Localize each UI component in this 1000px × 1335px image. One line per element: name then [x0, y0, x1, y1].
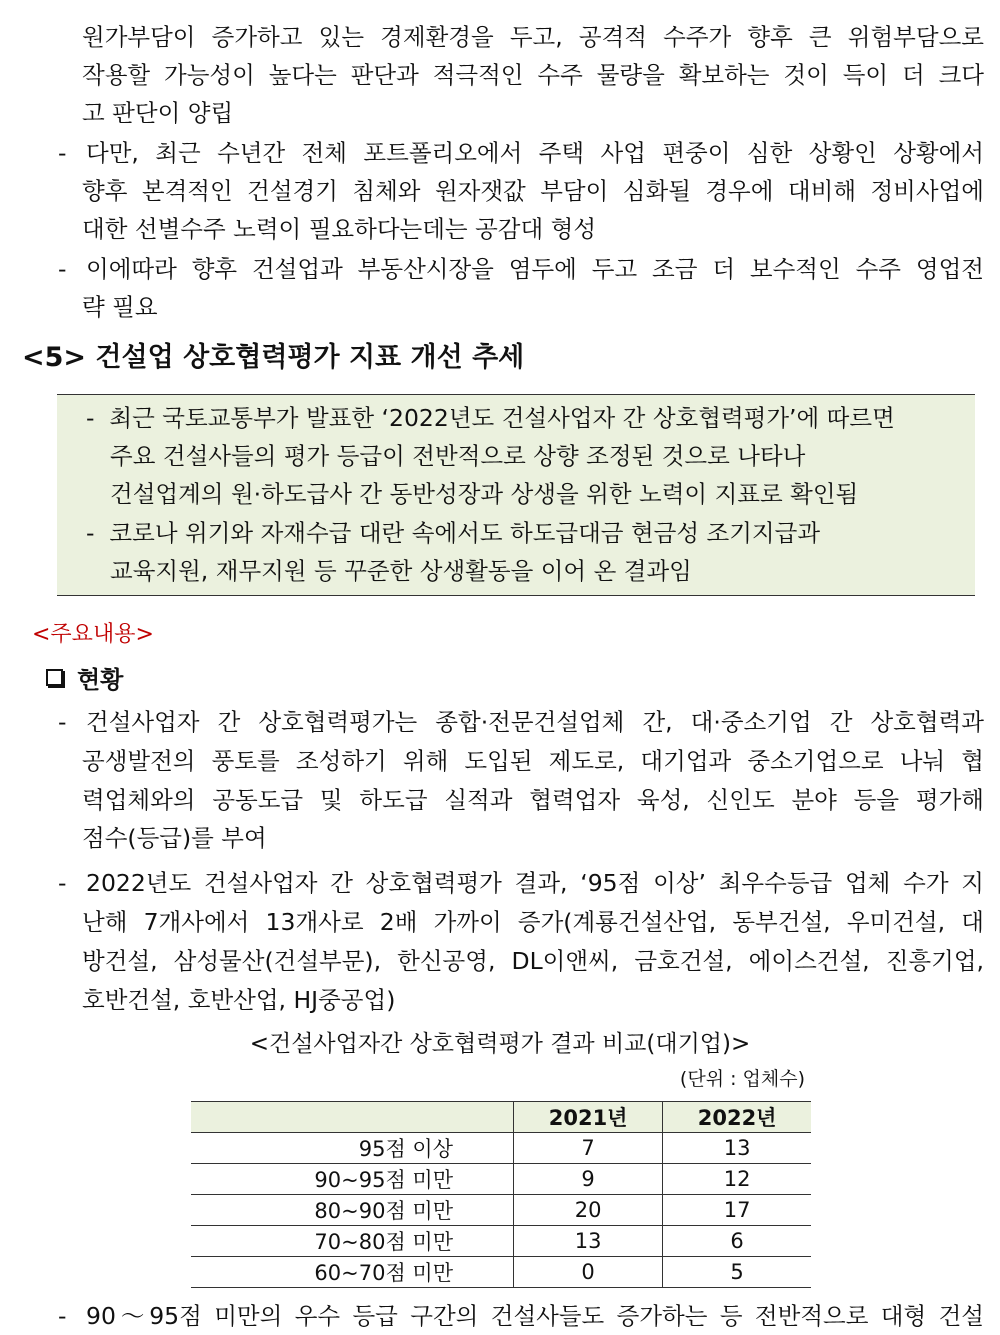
table-row: [191, 1195, 811, 1226]
checkbox-icon: [46, 669, 63, 686]
intro-line: 원가부담이 증가하고 있는 경제환경을 두고, 공격적 수주가 향후 큰 위험부담으로: [82, 23, 984, 51]
intro-line: 작용할 가능성이 높다는 판단과 적극적인 수주 물량을 확보하는 것이 득이 더 크다: [82, 61, 984, 89]
status-heading: 현황: [46, 663, 123, 697]
bullet-line: - 이에따라 향후 건설업과 부동산시장을 염두에 두고 조금 더 보수적인 수주 영업전: [58, 255, 984, 283]
table-unit: (단위 : 업체수): [679, 1068, 805, 1090]
table-header-cell: [191, 1102, 514, 1133]
intro-line: 고 판단이 양립: [82, 99, 234, 127]
bullet-line: 공생발전의 풍토를 조성하기 위해 도입된 제도로, 대기업과 중소기업으로 나눠 협: [82, 747, 984, 775]
table-row: [191, 1164, 811, 1195]
table-header-cell: 2022년: [663, 1102, 811, 1133]
table-cell: 13: [514, 1226, 663, 1257]
bullet-line: 호반건설, 호반산업, HJ중공업): [82, 986, 396, 1014]
table-caption: <건설사업자간 상호협력평가 결과 비교(대기업)>: [249, 1031, 751, 1057]
table-cell: 17: [663, 1195, 811, 1226]
table-cell: 9: [514, 1164, 663, 1195]
summary-line: - 코로나 위기와 자재수급 대란 속에서도 하도급대금 현금성 조기지급과: [86, 519, 821, 547]
bullet-line: 대한 선별수주 노력이 필요하다는데는 공감대 형성: [82, 215, 597, 243]
bullet-line: 향후 본격적인 건설경기 침체와 원자잿값 부담이 심화될 경우에 대비해 정비사업에: [82, 177, 984, 205]
bullet-line: - 2022년도 건설사업자 간 상호협력평가 결과, ‘95점 이상’ 최우수등급 업체 수가 지: [58, 869, 984, 897]
table-cell: 70~80점 미만: [191, 1226, 514, 1257]
main-content-label: <주요내용>: [32, 622, 154, 647]
section-title: <5> 건설업 상호협력평가 지표 개선 추세: [22, 342, 525, 373]
bullet-line: - 건설사업자 간 상호협력평가는 종합·전문건설업체 간, 대·중소기업 간 상호협력과: [58, 708, 984, 736]
table-cell: 12: [663, 1164, 811, 1195]
table-cell: 5: [663, 1257, 811, 1288]
bullet-line: 방건설, 삼성물산(건설부문), 한신공영, DL이앤씨, 금호건설, 에이스건설, 진흥기업,: [82, 947, 984, 975]
bullet-line: 난해 7개사에서 13개사로 2배 가까이 증가(계룡건설산업, 동부건설, 우미건설, 대: [82, 908, 984, 936]
bullet-line: - 90～95점 미만의 우수 등급 구간의 건설사들도 증가하는 등 전반적으로 대형 건설: [58, 1302, 984, 1330]
table-cell: 20: [514, 1195, 663, 1226]
summary-line: 건설업계의 원·하도급사 간 동반성장과 상생을 위한 노력이 지표로 확인됨: [110, 480, 859, 508]
table-header-row: [191, 1102, 811, 1133]
summary-line: - 최근 국토교통부가 발표한 ‘2022년도 건설사업자 간 상호협력평가’에 따르면: [86, 404, 895, 432]
table-cell: 90~95점 미만: [191, 1164, 514, 1195]
summary-line: 주요 건설사들의 평가 등급이 전반적으로 상향 조정된 것으로 나타나: [110, 442, 806, 470]
table-cell: 60~70점 미만: [191, 1257, 514, 1288]
summary-line: 교육지원, 재무지원 등 꾸준한 상생활동을 이어 온 결과임: [110, 557, 692, 585]
table-row: [191, 1226, 811, 1257]
table-cell: 80~90점 미만: [191, 1195, 514, 1226]
bullet-line: 점수(등급)를 부여: [82, 824, 267, 852]
result-table: [191, 1101, 811, 1288]
table-row: [191, 1257, 811, 1288]
table-header-cell: 2021년: [514, 1102, 663, 1133]
table-cell: 95점 이상: [191, 1133, 514, 1164]
bullet-line: 략 필요: [82, 293, 158, 321]
bullet-line: 력업체와의 공동도급 및 하도급 실적과 협력업자 육성, 신인도 분야 등을 평가해: [82, 786, 984, 814]
table-cell: 6: [663, 1226, 811, 1257]
table-row: [191, 1133, 811, 1164]
bullet-line: - 다만, 최근 수년간 전체 포트폴리오에서 주택 사업 편중이 심한 상황인 상황에서: [58, 139, 984, 167]
table-cell: 13: [663, 1133, 811, 1164]
table-cell: 7: [514, 1133, 663, 1164]
table-cell: 0: [514, 1257, 663, 1288]
